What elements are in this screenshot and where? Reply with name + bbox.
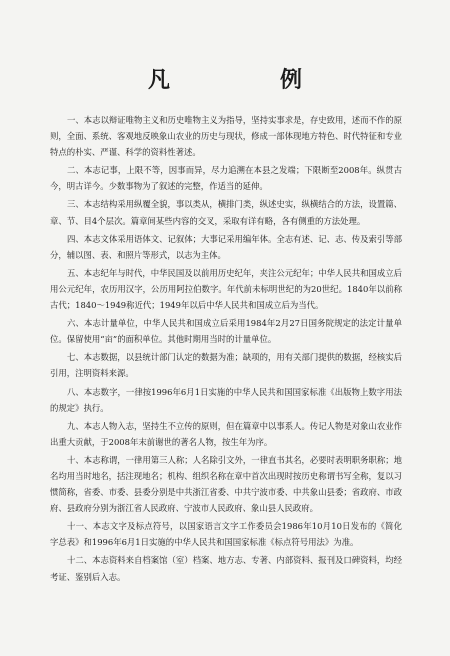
paragraph-8: 八、本志数字，一律按1996年6月1日实施的中华人民共和国国家标准《出版物上数字用法的规定》执行。: [50, 386, 402, 413]
paragraph-9: 九、本志人物入志，坚持生不立传的原则，但在篇章中以事系人。传记人物是对象山农业作出重大贡献，于2008年末前谢世的著名人物，按生年为序。: [50, 420, 402, 447]
paragraph-1: 一、本志以辩证唯物主义和历史唯物主义为指导，坚持实事求是，存史致用，述而不作的原则，全面、系统、客观地反映象山农业的历史与现状，修成一部体现地方特色、时代特征和专业特点的朴实、严谨、科学的资料性著述。: [50, 115, 402, 158]
paragraph-4: 四、本志文体采用语体文、记叙体；大事记采用编年体。全志有述、记、志、传及索引等部分，辅以图、表、和照片等形式，以志为主体。: [50, 233, 402, 260]
paragraph-2: 二、本志记事，上限不等，因事而异，尽力追溯在本县之发端；下限断至2008年。纵贯古今，明古详今。少数事物为了叙述的完整，作适当的延伸。: [50, 165, 402, 192]
paragraph-10: 十、本志称谓，一律用第三人称；人名除引文外，一律直书其名，必要时表明职务职称；地名均用当时地名，括注现地名；机构、组织名称在章中首次出现时按历史称谓书写全称，复以习惯简称，省委、市委、县委分别是中共浙江省委、中共宁波市委、中共象山县委；省政府、市政府、县政府分别为浙江省人民政府、宁波市人民政府、象山县人民政府。: [50, 454, 402, 514]
paragraph-7: 七、本志数据，以县统计部门认定的数据为准；缺项的，用有关部门提供的数据，经核实后引用，注明资料来源。: [50, 352, 402, 379]
page-title: 凡 例: [147, 67, 346, 93]
document-body: [50, 112, 402, 587]
paragraph-12: 十二、本志资料来自档案馆（室）档案、地方志、专著、内部资料、报刊及口碑资料，均经考证、鉴别后入志。: [50, 555, 402, 582]
paragraph-5: 五、本志纪年与时代，中华民国及以前用历史纪年，夹注公元纪年；中华人民共和国成立后用公元纪年，农历用汉字，公历用阿拉伯数字。年代前未标明世纪的为20世纪。1840年以前称古代；1840～1949称近代；1949年以后中华人民共和国成立后为当代。: [50, 267, 402, 311]
paragraph-3: 三、本志结构采用纵覆全貌，事以类从，横排门类，纵述史实，纵横结合的方法，设置篇、章、节、目4个层次。篇章间某些内容的交叉，采取有详有略，各有侧重的方法处理。: [50, 199, 402, 226]
paragraph-6: 六、本志计量单位，中华人民共和国成立后采用1984年2月27日国务院规定的法定计量单位。保留使用“亩”的面积单位。其他时期用当时的计量单位。: [50, 318, 402, 345]
paragraph-11: 十一、本志文字及标点符号，以国家语言文字工作委员会1986年10月10日发布的《简化字总表》和1996年6月1日实施的中华人民共和国国家标准《标点符号用法》为准。: [50, 521, 402, 548]
